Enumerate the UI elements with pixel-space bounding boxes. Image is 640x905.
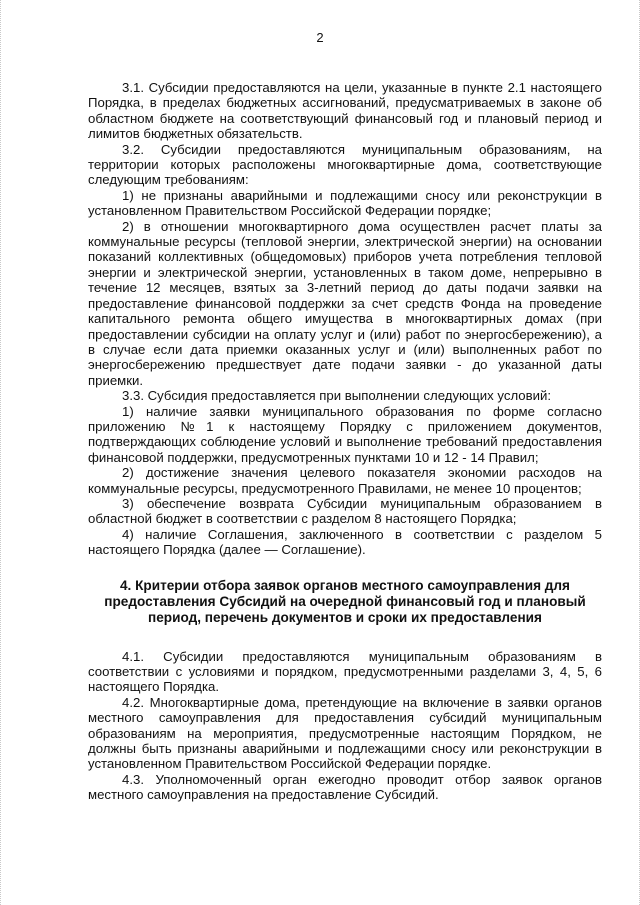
- list-item-3-3-1: 1) наличие заявки муниципального образования по форме согласно приложению №1 к настоящему Порядку с приложением документов, подтверждающих соблюдение условий и выполнение требований предоставления финансовой поддержки, предусмотренных пунктами 10 и 12 - 14 Правил;: [88, 403, 602, 465]
- list-item-3-3-2: 2) достижение значения целевого показателя экономии расходов на коммунальные ресурсы, предусмотренного Правилами, не менее 10 процентов;: [88, 465, 602, 496]
- section-heading: 4. Критерии отбора заявок органов местного самоуправления для предоставления Субсидий на очередной финансовый год и плановый период, перечень документов и сроки их предоставления: [104, 577, 586, 625]
- list-item-3-3-4: 4) наличие Соглашения, заключенного в соответствии с разделом 5 настоящего Порядка (далее — Соглашение).: [88, 526, 602, 558]
- paragraph-4-2: 4.2. Многоквартирные дома, претендующие на включение в заявки органов местного самоуправления для предоставления субсидий муниципальным образованиям на мероприятия, предусмотренные настоящим Порядком, не должны быть признаны аварийными и подлежащими сносу или реконструкции в установленном Правительством Российской Федерации порядке.: [88, 694, 602, 772]
- list-item-3-2-2: 2) в отношении многоквартирного дома осуществлен расчет платы за коммунальные ресурсы (тепловой энергии, электрической энергии) на основании показаний коллективных (общедомовых) приборов учета потребления тепловой энергии и электрической энергии, установленных в таком доме, непрерывно в течение 12 месяцев, взятых за 3-летний период до даты подачи заявки на предоставление финансовой поддержки за счет средств Фонда на проведение капитального ремонта общего имущества в многоквартирных домах (при предоставлении субсидии на оплату услуг и (или) работ по энергосбережению), а в случае если дата приемки оказанных услуг и (или) выполненных работ по энергосбережению предшествует дате подачи заявки - до указанной даты приемки.: [88, 218, 602, 388]
- document-body: [88, 80, 602, 803]
- paragraph-4-1: 4.1. Субсидии предоставляются муниципальным образованиям в соответствии с условиями и порядком, предусмотренными разделами 3, 4, 5, 6 настоящего Порядка.: [88, 648, 602, 695]
- list-item-3-3-3: 3) обеспечение возврата Субсидии муниципальным образованием в областной бюджет в соответствии с разделом 8 настоящего Порядка;: [88, 495, 602, 527]
- scan-edge-left: [0, 0, 3, 905]
- list-item-3-2-1: 1) не признаны аварийными и подлежащими сносу или реконструкции в установленном Правительством Российской Федерации порядке;: [88, 187, 602, 219]
- paragraph-3-2: 3.2. Субсидии предоставляются муниципальным образованиям, на территории которых расположены многоквартирные дома, соответствующие следующим требованиям:: [88, 141, 602, 188]
- paragraph-4-3: 4.3. Уполномоченный орган ежегодно проводит отбор заявок органов местного самоуправления на предоставление Субсидий.: [88, 771, 602, 803]
- paragraph-3-1: 3.1. Субсидии предоставляются на цели, указанные в пункте 2.1 настоящего Порядка, в пределах бюджетных ассигнований, предусматриваемых в законе об областном бюджете на соответствующий финансовый год и плановый период и лимитов бюджетных обязательств.: [88, 80, 602, 142]
- paragraph-3-3: 3.3. Субсидия предоставляется при выполнении следующих условий:: [122, 388, 552, 404]
- page-number: 2: [316, 30, 324, 45]
